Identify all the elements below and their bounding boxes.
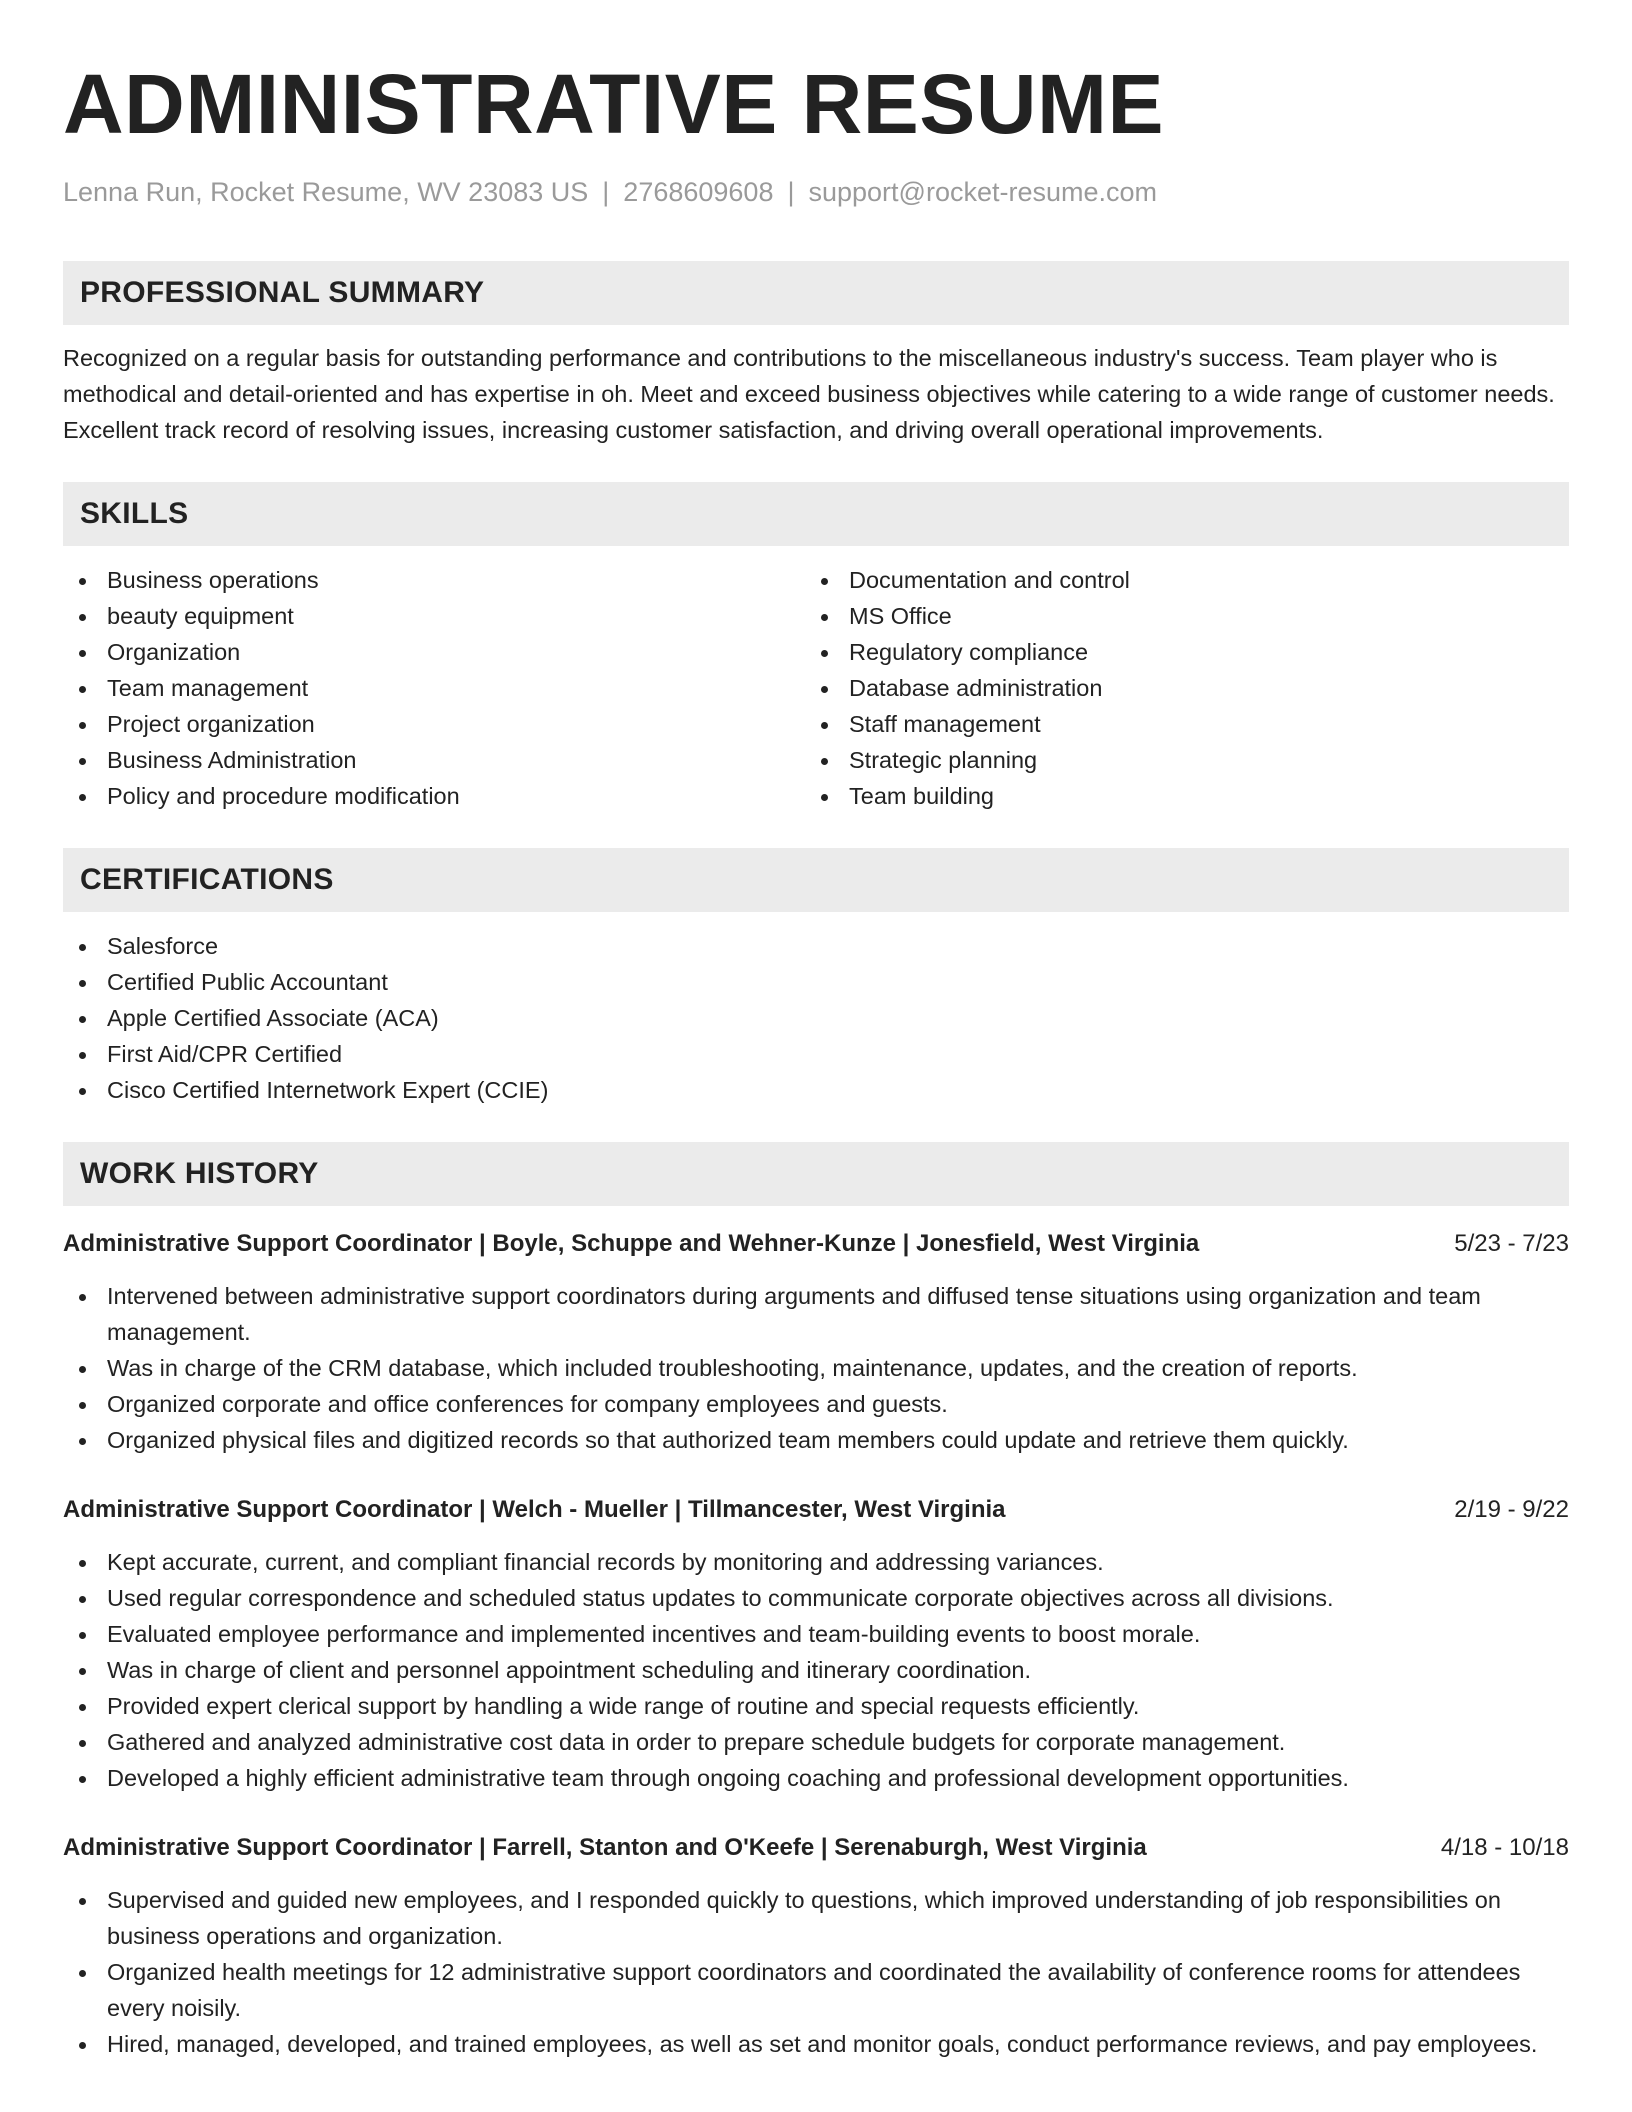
skills-column-right (805, 562, 1547, 814)
section-header-work-history: WORK HISTORY (63, 1142, 1569, 1206)
job-bullet: Supervised and guided new employees, and I responded quickly to questions, which improved understanding of job responsibilities on business operations and organization. (63, 1882, 1569, 1954)
skill-item: beauty equipment (63, 598, 805, 634)
job-bullet: Was in charge of the CRM database, which included troubleshooting, maintenance, updates, and the creation of reports. (63, 1350, 1569, 1386)
section-header-skills: SKILLS (63, 482, 1569, 546)
certification-list (63, 928, 1569, 1108)
job-bullet: Kept accurate, current, and compliant financial records by monitoring and addressing variances. (63, 1544, 1569, 1580)
job-dates: 2/19 - 9/22 (1454, 1496, 1569, 1523)
skill-item: Staff management (805, 706, 1547, 742)
contact-email: support@rocket-resume.com (808, 177, 1158, 207)
section-header-certifications: CERTIFICATIONS (63, 848, 1569, 912)
job-bullet: Organized health meetings for 12 administrative support coordinators and coordinated the availability of conference rooms for attendees every noisily. (63, 1954, 1569, 2026)
skill-item: Project organization (63, 706, 805, 742)
skill-item: Regulatory compliance (805, 634, 1547, 670)
job-bullet: Gathered and analyzed administrative cost data in order to prepare schedule budgets for corporate management. (63, 1724, 1569, 1760)
job-title: Administrative Support Coordinator | Welch - Mueller | Tillmancester, West Virginia (63, 1496, 1006, 1523)
job-heading (63, 1830, 1569, 1866)
job-bullet-list (63, 1278, 1569, 1458)
certification-item: Cisco Certified Internetwork Expert (CCIE) (63, 1072, 1569, 1108)
job-bullet-list (63, 1544, 1569, 1796)
job-bullet: Hired, managed, developed, and trained employees, as well as set and monitor goals, conduct performance reviews, and pay employees. (63, 2026, 1569, 2062)
job-bullet: Intervened between administrative support coordinators during arguments and diffused tense situations using organization and team management. (63, 1278, 1569, 1350)
skill-item: Business Administration (63, 742, 805, 778)
contact-phone: 2768609608 (623, 177, 774, 207)
skill-item: Team building (805, 778, 1547, 814)
job-entry (63, 1830, 1569, 2062)
job-bullet: Developed a highly efficient administrative team through ongoing coaching and professional development opportunities. (63, 1760, 1569, 1796)
job-dates: 5/23 - 7/23 (1454, 1230, 1569, 1257)
skill-item: Strategic planning (805, 742, 1547, 778)
job-entry (63, 1492, 1569, 1796)
skills-grid (63, 562, 1569, 814)
skill-item: Business operations (63, 562, 805, 598)
skills-column-left (63, 562, 805, 814)
job-entry (63, 1226, 1569, 1458)
section-header-summary: PROFESSIONAL SUMMARY (63, 261, 1569, 325)
contact-line (63, 174, 1569, 210)
contact-address: Lenna Run, Rocket Resume, WV 23083 US (63, 177, 589, 207)
skill-item: Team management (63, 670, 805, 706)
job-title: Administrative Support Coordinator | Boyle, Schuppe and Wehner-Kunze | Jonesfield, West Virginia (63, 1230, 1200, 1257)
job-dates: 4/18 - 10/18 (1440, 1834, 1569, 1861)
job-title: Administrative Support Coordinator | Farrell, Stanton and O'Keefe | Serenaburgh, West Virginia (63, 1834, 1147, 1861)
skill-item: Documentation and control (805, 562, 1547, 598)
certification-item: First Aid/CPR Certified (63, 1036, 1569, 1072)
skill-item: Organization (63, 634, 805, 670)
certification-item: Apple Certified Associate (ACA) (63, 1000, 1569, 1036)
resume-title: ADMINISTRATIVE RESUME (63, 57, 1164, 151)
contact-separator: | (787, 177, 795, 207)
job-bullet: Was in charge of client and personnel appointment scheduling and itinerary coordination. (63, 1652, 1569, 1688)
job-bullet: Used regular correspondence and scheduled status updates to communicate corporate objectives across all divisions. (63, 1580, 1569, 1616)
certification-item: Certified Public Accountant (63, 964, 1569, 1000)
job-bullet: Organized corporate and office conferences for company employees and guests. (63, 1386, 1569, 1422)
job-bullet-list (63, 1882, 1569, 2062)
skill-item: Policy and procedure modification (63, 778, 805, 814)
certification-item: Salesforce (63, 928, 1569, 964)
job-heading (63, 1226, 1569, 1262)
job-heading (63, 1492, 1569, 1528)
summary-text: Recognized on a regular basis for outstanding performance and contributions to the miscellaneous industry's success. Team player who is methodical and detail-oriented and has expertise in oh. Meet and exceed business objectives while catering to a wide range of customer needs. Excellent track record of resolving issues, increasing customer satisfaction, and driving overall operational improvements. (63, 345, 1555, 443)
job-bullet: Organized physical files and digitized records so that authorized team members could update and retrieve them quickly. (63, 1422, 1569, 1458)
contact-separator: | (602, 177, 610, 207)
job-bullet: Evaluated employee performance and implemented incentives and team-building events to boost morale. (63, 1616, 1569, 1652)
skill-item: MS Office (805, 598, 1547, 634)
job-bullet: Provided expert clerical support by handling a wide range of routine and special requests efficiently. (63, 1688, 1569, 1724)
skill-item: Database administration (805, 670, 1547, 706)
